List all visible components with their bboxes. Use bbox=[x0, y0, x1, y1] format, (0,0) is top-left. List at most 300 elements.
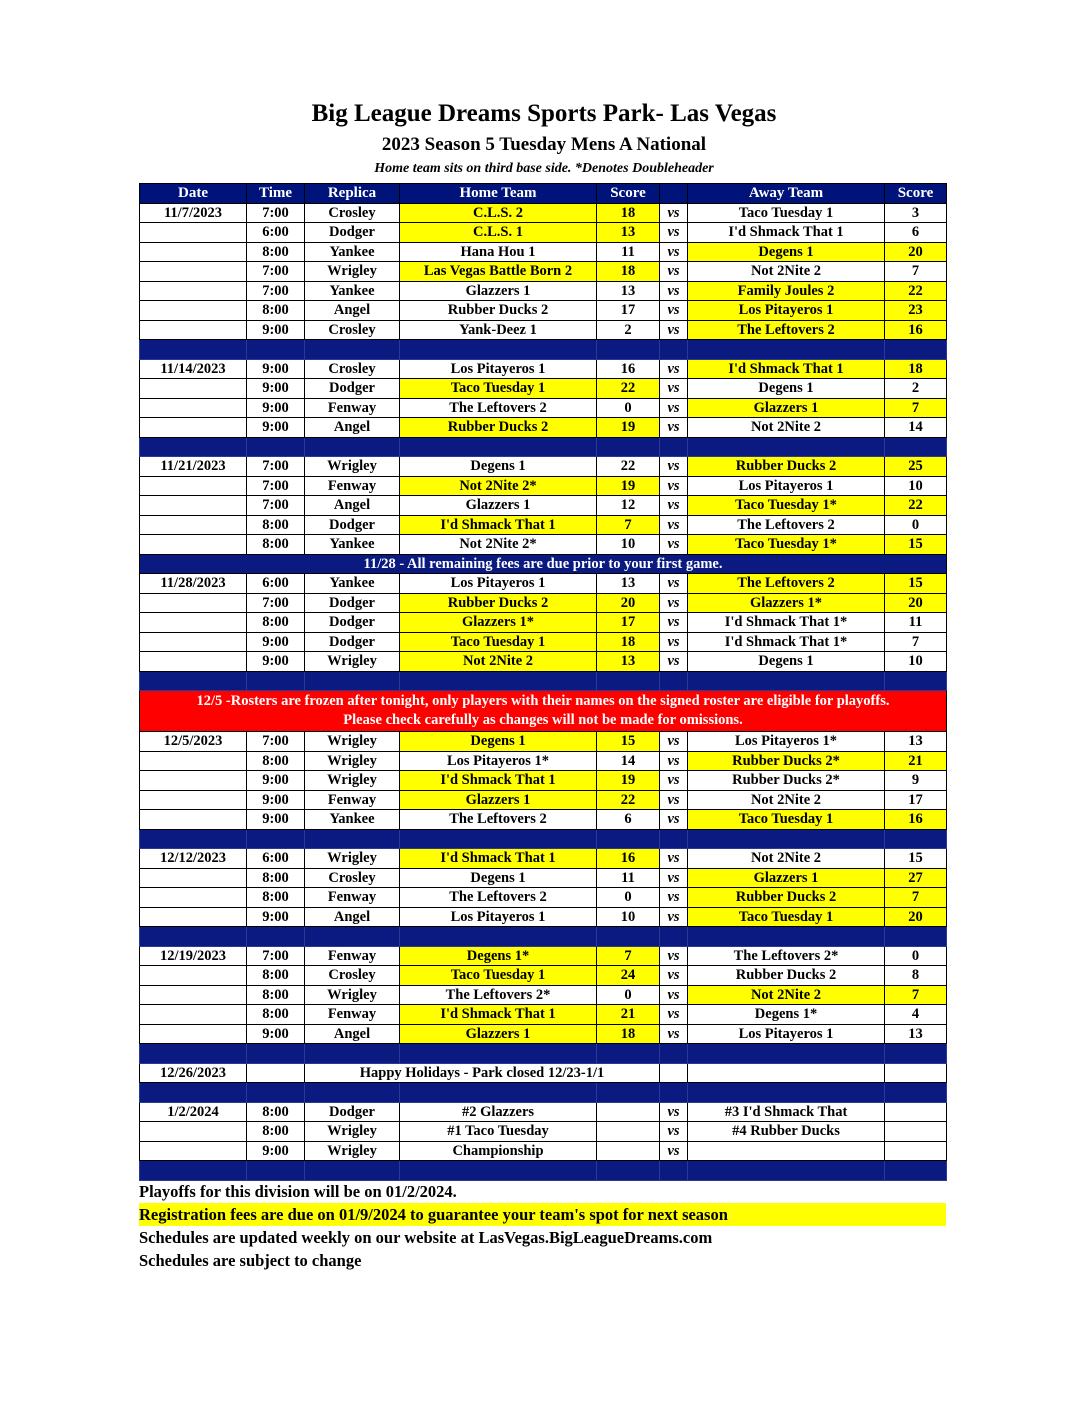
date-cell bbox=[140, 1122, 247, 1142]
home-team-cell: Taco Tuesday 1 bbox=[400, 966, 597, 986]
header-away-score: Score bbox=[885, 184, 947, 204]
week-separator bbox=[140, 437, 947, 457]
replica-cell: Wrigley bbox=[305, 751, 400, 771]
home-team-cell: C.L.S. 2 bbox=[400, 203, 597, 223]
separator-cell bbox=[597, 1161, 660, 1181]
time-cell: 6:00 bbox=[247, 849, 305, 869]
replica-cell: Dodger bbox=[305, 223, 400, 243]
separator-cell bbox=[400, 340, 597, 360]
home-score-cell: 10 bbox=[597, 535, 660, 555]
home-team-cell: Yank-Deez 1 bbox=[400, 320, 597, 340]
time-cell: 8:00 bbox=[247, 613, 305, 633]
away-team-cell: Glazzers 1 bbox=[688, 868, 885, 888]
away-team-cell: The Leftovers 2 bbox=[688, 515, 885, 535]
separator-cell bbox=[597, 927, 660, 947]
table-row bbox=[140, 496, 947, 516]
away-score-cell: 16 bbox=[885, 810, 947, 830]
vs-cell: vs bbox=[660, 457, 688, 477]
vs-cell: vs bbox=[660, 593, 688, 613]
roster-alert-row bbox=[140, 691, 947, 732]
table-row bbox=[140, 301, 947, 321]
home-score-cell: 22 bbox=[597, 790, 660, 810]
replica-cell: Fenway bbox=[305, 476, 400, 496]
date-cell bbox=[140, 613, 247, 633]
home-team-cell: I'd Shmack That 1 bbox=[400, 515, 597, 535]
time-cell: 7:00 bbox=[247, 262, 305, 282]
away-team-cell: Taco Tuesday 1* bbox=[688, 496, 885, 516]
home-score-cell: 19 bbox=[597, 476, 660, 496]
time-cell: 7:00 bbox=[247, 281, 305, 301]
week-separator bbox=[140, 927, 947, 947]
away-team-cell: #3 I'd Shmack That bbox=[688, 1102, 885, 1122]
separator-cell bbox=[247, 1044, 305, 1064]
separator-cell bbox=[597, 437, 660, 457]
table-row bbox=[140, 810, 947, 830]
home-score-cell bbox=[597, 1122, 660, 1142]
home-team-cell: Rubber Ducks 2 bbox=[400, 593, 597, 613]
home-score-cell: 17 bbox=[597, 301, 660, 321]
separator-cell bbox=[660, 1044, 688, 1064]
replica-cell: Angel bbox=[305, 418, 400, 438]
away-team-cell: I'd Shmack That 1 bbox=[688, 223, 885, 243]
separator-cell bbox=[305, 927, 400, 947]
date-cell bbox=[140, 320, 247, 340]
date-cell bbox=[140, 281, 247, 301]
date-cell bbox=[140, 888, 247, 908]
separator-cell bbox=[885, 927, 947, 947]
time-cell: 6:00 bbox=[247, 574, 305, 594]
away-team-cell: Degens 1 bbox=[688, 652, 885, 672]
home-team-cell: Not 2Nite 2* bbox=[400, 535, 597, 555]
separator-cell bbox=[247, 927, 305, 947]
replica-cell: Dodger bbox=[305, 593, 400, 613]
replica-cell: Crosley bbox=[305, 868, 400, 888]
home-score-cell: 21 bbox=[597, 1005, 660, 1025]
table-row bbox=[140, 966, 947, 986]
separator-cell bbox=[400, 829, 597, 849]
table-row bbox=[140, 613, 947, 633]
home-score-cell bbox=[597, 1102, 660, 1122]
replica-cell: Fenway bbox=[305, 946, 400, 966]
away-team-cell: I'd Shmack That 1 bbox=[688, 359, 885, 379]
away-score-cell: 15 bbox=[885, 535, 947, 555]
separator-cell bbox=[688, 671, 885, 691]
vs-cell: vs bbox=[660, 790, 688, 810]
away-score-cell: 8 bbox=[885, 966, 947, 986]
vs-cell: vs bbox=[660, 476, 688, 496]
away-score-cell bbox=[885, 1122, 947, 1142]
home-team-cell: The Leftovers 2 bbox=[400, 810, 597, 830]
schedule-body bbox=[140, 184, 947, 1181]
home-score-cell: 22 bbox=[597, 379, 660, 399]
away-score-cell: 0 bbox=[885, 946, 947, 966]
away-team-cell: The Leftovers 2 bbox=[688, 574, 885, 594]
separator-cell bbox=[400, 437, 597, 457]
away-score-cell: 23 bbox=[885, 301, 947, 321]
away-score-cell: 2 bbox=[885, 379, 947, 399]
away-score-cell: 7 bbox=[885, 985, 947, 1005]
separator-cell bbox=[688, 340, 885, 360]
home-team-cell: Glazzers 1 bbox=[400, 790, 597, 810]
away-score-cell: 13 bbox=[885, 1024, 947, 1044]
replica-cell: Fenway bbox=[305, 790, 400, 810]
separator-cell bbox=[247, 1083, 305, 1103]
home-team-cell: I'd Shmack That 1 bbox=[400, 849, 597, 869]
replica-cell: Fenway bbox=[305, 398, 400, 418]
header-date: Date bbox=[140, 184, 247, 204]
home-team-cell: Degens 1 bbox=[400, 868, 597, 888]
away-team-cell: Taco Tuesday 1* bbox=[688, 535, 885, 555]
home-team-cell: Los Pitayeros 1* bbox=[400, 751, 597, 771]
roster-alert-line2: Please check carefully as changes will not be made for omissions. bbox=[343, 712, 743, 728]
holiday-row bbox=[140, 1063, 947, 1083]
separator-cell bbox=[305, 671, 400, 691]
date-cell: 12/12/2023 bbox=[140, 849, 247, 869]
date-cell: 11/14/2023 bbox=[140, 359, 247, 379]
separator-cell bbox=[660, 829, 688, 849]
away-team-cell: Taco Tuesday 1 bbox=[688, 810, 885, 830]
table-row bbox=[140, 632, 947, 652]
footer-playoffs: Playoffs for this division will be on 01/2/2024. bbox=[139, 1182, 457, 1201]
separator-cell bbox=[247, 437, 305, 457]
home-score-cell: 18 bbox=[597, 203, 660, 223]
separator-cell bbox=[140, 927, 247, 947]
vs-cell: vs bbox=[660, 1102, 688, 1122]
home-score-cell: 16 bbox=[597, 359, 660, 379]
table-row bbox=[140, 515, 947, 535]
time-cell: 7:00 bbox=[247, 476, 305, 496]
week-separator bbox=[140, 1044, 947, 1064]
time-cell: 8:00 bbox=[247, 966, 305, 986]
table-row bbox=[140, 868, 947, 888]
date-cell bbox=[140, 515, 247, 535]
away-team-cell: Not 2Nite 2 bbox=[688, 849, 885, 869]
vs-cell: vs bbox=[660, 242, 688, 262]
vs-cell: vs bbox=[660, 301, 688, 321]
separator-cell bbox=[305, 437, 400, 457]
away-team-cell: Glazzers 1 bbox=[688, 398, 885, 418]
table-row bbox=[140, 262, 947, 282]
home-score-cell: 18 bbox=[597, 1024, 660, 1044]
week-separator bbox=[140, 671, 947, 691]
time-cell: 9:00 bbox=[247, 418, 305, 438]
table-row bbox=[140, 535, 947, 555]
separator-cell bbox=[305, 829, 400, 849]
home-team-cell: Degens 1 bbox=[400, 457, 597, 477]
replica-cell: Dodger bbox=[305, 613, 400, 633]
time-cell: 9:00 bbox=[247, 632, 305, 652]
vs-cell: vs bbox=[660, 771, 688, 791]
vs-cell: vs bbox=[660, 223, 688, 243]
date-cell bbox=[140, 535, 247, 555]
home-score-cell: 7 bbox=[597, 946, 660, 966]
home-team-cell: Los Pitayeros 1 bbox=[400, 359, 597, 379]
replica-cell: Wrigley bbox=[305, 849, 400, 869]
separator-cell bbox=[660, 1161, 688, 1181]
home-score-cell: 15 bbox=[597, 732, 660, 752]
away-team-cell: The Leftovers 2 bbox=[688, 320, 885, 340]
home-team-cell: The Leftovers 2 bbox=[400, 888, 597, 908]
separator-cell bbox=[885, 1044, 947, 1064]
date-cell bbox=[140, 652, 247, 672]
table-row bbox=[140, 457, 947, 477]
schedule-table bbox=[139, 183, 947, 1181]
footer-disclaimer: Schedules are subject to change bbox=[139, 1251, 362, 1270]
footer-registration: Registration fees are due on 01/9/2024 to guarantee your team's spot for next season bbox=[139, 1203, 946, 1226]
away-team-cell: Glazzers 1* bbox=[688, 593, 885, 613]
separator-cell bbox=[140, 1083, 247, 1103]
table-row bbox=[140, 320, 947, 340]
header-home-team: Home Team bbox=[400, 184, 597, 204]
separator-cell bbox=[660, 437, 688, 457]
separator-cell bbox=[247, 1161, 305, 1181]
away-score-cell: 20 bbox=[885, 593, 947, 613]
away-team-cell: I'd Shmack That 1* bbox=[688, 613, 885, 633]
home-score-cell: 2 bbox=[597, 320, 660, 340]
away-team-cell: Rubber Ducks 2* bbox=[688, 751, 885, 771]
date-cell bbox=[140, 1005, 247, 1025]
table-row bbox=[140, 888, 947, 908]
time-cell: 9:00 bbox=[247, 907, 305, 927]
time-cell: 8:00 bbox=[247, 1102, 305, 1122]
separator-cell bbox=[885, 1161, 947, 1181]
table-row bbox=[140, 849, 947, 869]
home-score-cell: 18 bbox=[597, 632, 660, 652]
away-team-cell: Not 2Nite 2 bbox=[688, 790, 885, 810]
away-score-cell: 10 bbox=[885, 476, 947, 496]
vs-cell: vs bbox=[660, 888, 688, 908]
home-score-cell bbox=[597, 1141, 660, 1161]
date-cell: 1/2/2024 bbox=[140, 1102, 247, 1122]
home-score-cell: 13 bbox=[597, 652, 660, 672]
away-team-cell: #4 Rubber Ducks bbox=[688, 1122, 885, 1142]
table-row bbox=[140, 946, 947, 966]
date-cell bbox=[140, 223, 247, 243]
vs-cell: vs bbox=[660, 418, 688, 438]
away-score-cell: 7 bbox=[885, 262, 947, 282]
away-score-cell: 21 bbox=[885, 751, 947, 771]
away-score-cell: 17 bbox=[885, 790, 947, 810]
replica-cell: Yankee bbox=[305, 810, 400, 830]
home-team-cell: Taco Tuesday 1 bbox=[400, 632, 597, 652]
table-row bbox=[140, 242, 947, 262]
replica-cell: Angel bbox=[305, 1024, 400, 1044]
footer-website: Schedules are updated weekly on our website at LasVegas.BigLeagueDreams.com bbox=[139, 1228, 713, 1247]
separator-cell bbox=[305, 1044, 400, 1064]
date-cell bbox=[140, 985, 247, 1005]
separator-cell bbox=[688, 1044, 885, 1064]
time-cell: 7:00 bbox=[247, 946, 305, 966]
home-score-cell: 11 bbox=[597, 242, 660, 262]
header-away-team: Away Team bbox=[688, 184, 885, 204]
date-cell bbox=[140, 398, 247, 418]
away-team-cell: Taco Tuesday 1 bbox=[688, 203, 885, 223]
separator-cell bbox=[400, 1044, 597, 1064]
time-cell: 9:00 bbox=[247, 652, 305, 672]
page-subtitle: 2023 Season 5 Tuesday Mens A National bbox=[381, 134, 707, 155]
home-team-cell: Los Pitayeros 1 bbox=[400, 574, 597, 594]
home-team-cell: I'd Shmack That 1 bbox=[400, 1005, 597, 1025]
separator-cell bbox=[688, 927, 885, 947]
time-cell: 8:00 bbox=[247, 985, 305, 1005]
vs-cell: vs bbox=[660, 849, 688, 869]
away-team-cell: Rubber Ducks 2 bbox=[688, 966, 885, 986]
time-cell: 8:00 bbox=[247, 1005, 305, 1025]
home-score-cell: 19 bbox=[597, 771, 660, 791]
vs-cell: vs bbox=[660, 398, 688, 418]
separator-cell bbox=[885, 437, 947, 457]
home-score-cell: 17 bbox=[597, 613, 660, 633]
separator-cell bbox=[885, 829, 947, 849]
replica-cell: Dodger bbox=[305, 1102, 400, 1122]
home-score-cell: 22 bbox=[597, 457, 660, 477]
header-replica: Replica bbox=[305, 184, 400, 204]
away-score-cell bbox=[885, 1141, 947, 1161]
time-cell: 6:00 bbox=[247, 223, 305, 243]
time-cell: 8:00 bbox=[247, 301, 305, 321]
away-team-cell: Degens 1 bbox=[688, 379, 885, 399]
date-cell bbox=[140, 632, 247, 652]
table-row bbox=[140, 379, 947, 399]
away-team-cell: Degens 1 bbox=[688, 242, 885, 262]
date-cell: 11/7/2023 bbox=[140, 203, 247, 223]
away-score-cell: 18 bbox=[885, 359, 947, 379]
time-cell: 7:00 bbox=[247, 457, 305, 477]
vs-cell: vs bbox=[660, 1005, 688, 1025]
time-cell: 8:00 bbox=[247, 535, 305, 555]
vs-cell: vs bbox=[660, 868, 688, 888]
home-score-cell: 13 bbox=[597, 574, 660, 594]
table-row bbox=[140, 751, 947, 771]
home-score-cell: 13 bbox=[597, 281, 660, 301]
home-score-cell: 19 bbox=[597, 418, 660, 438]
separator-cell bbox=[247, 671, 305, 691]
table-row bbox=[140, 281, 947, 301]
away-team-cell: Los Pitayeros 1 bbox=[688, 1024, 885, 1044]
holiday-message: Happy Holidays - Park closed 12/23-1/1 bbox=[305, 1063, 660, 1083]
table-row bbox=[140, 652, 947, 672]
date-cell bbox=[140, 242, 247, 262]
home-score-cell: 20 bbox=[597, 593, 660, 613]
separator-cell bbox=[885, 1083, 947, 1103]
replica-cell: Angel bbox=[305, 301, 400, 321]
home-score-cell: 6 bbox=[597, 810, 660, 830]
time-cell: 9:00 bbox=[247, 1024, 305, 1044]
away-team-cell: The Leftovers 2* bbox=[688, 946, 885, 966]
table-header bbox=[140, 184, 947, 204]
replica-cell: Yankee bbox=[305, 281, 400, 301]
table-row bbox=[140, 398, 947, 418]
home-team-cell: Taco Tuesday 1 bbox=[400, 379, 597, 399]
vs-cell: vs bbox=[660, 907, 688, 927]
separator-cell bbox=[597, 1083, 660, 1103]
home-team-cell: #1 Taco Tuesday bbox=[400, 1122, 597, 1142]
date-cell: 12/19/2023 bbox=[140, 946, 247, 966]
vs-cell: vs bbox=[660, 515, 688, 535]
away-score-cell bbox=[885, 1102, 947, 1122]
away-score-cell: 11 bbox=[885, 613, 947, 633]
separator-cell bbox=[688, 829, 885, 849]
away-score-cell: 4 bbox=[885, 1005, 947, 1025]
replica-cell: Crosley bbox=[305, 966, 400, 986]
separator-cell bbox=[660, 927, 688, 947]
table-row bbox=[140, 359, 947, 379]
time-cell: 9:00 bbox=[247, 398, 305, 418]
home-team-cell: Glazzers 1* bbox=[400, 613, 597, 633]
date-cell bbox=[140, 771, 247, 791]
fees-notice-row bbox=[140, 554, 947, 574]
away-team-cell: Los Pitayeros 1 bbox=[688, 301, 885, 321]
date-cell bbox=[140, 810, 247, 830]
replica-cell: Fenway bbox=[305, 888, 400, 908]
table-row bbox=[140, 203, 947, 223]
replica-cell: Dodger bbox=[305, 632, 400, 652]
date-cell bbox=[140, 868, 247, 888]
away-score-cell: 20 bbox=[885, 242, 947, 262]
replica-cell: Wrigley bbox=[305, 732, 400, 752]
home-team-cell: I'd Shmack That 1 bbox=[400, 771, 597, 791]
roster-alert-line1: 12/5 -Rosters are frozen after tonight, only players with their names on the signed roster are eligible for playoffs. bbox=[196, 693, 890, 709]
separator-cell bbox=[660, 671, 688, 691]
separator-cell bbox=[247, 829, 305, 849]
time-cell: 9:00 bbox=[247, 379, 305, 399]
replica-cell: Crosley bbox=[305, 320, 400, 340]
date-cell bbox=[140, 418, 247, 438]
replica-cell: Dodger bbox=[305, 379, 400, 399]
away-team-cell: Rubber Ducks 2 bbox=[688, 457, 885, 477]
table-row bbox=[140, 1102, 947, 1122]
time-cell: 8:00 bbox=[247, 751, 305, 771]
separator-cell bbox=[597, 340, 660, 360]
separator-cell bbox=[597, 671, 660, 691]
replica-cell: Wrigley bbox=[305, 457, 400, 477]
home-score-cell: 10 bbox=[597, 907, 660, 927]
home-team-cell: Degens 1* bbox=[400, 946, 597, 966]
separator-cell bbox=[140, 671, 247, 691]
date-cell bbox=[140, 790, 247, 810]
time-cell: 8:00 bbox=[247, 242, 305, 262]
week-separator bbox=[140, 1083, 947, 1103]
home-team-cell: Rubber Ducks 2 bbox=[400, 301, 597, 321]
table-row bbox=[140, 907, 947, 927]
roster-alert bbox=[140, 691, 947, 732]
home-score-cell: 16 bbox=[597, 849, 660, 869]
separator-cell bbox=[688, 1161, 885, 1181]
vs-cell: vs bbox=[660, 359, 688, 379]
home-score-cell: 18 bbox=[597, 262, 660, 282]
replica-cell: Wrigley bbox=[305, 985, 400, 1005]
away-team-cell bbox=[688, 1063, 885, 1083]
header-home-score: Score bbox=[597, 184, 660, 204]
home-team-cell: Not 2Nite 2 bbox=[400, 652, 597, 672]
table-row bbox=[140, 476, 947, 496]
away-score-cell: 22 bbox=[885, 281, 947, 301]
away-score-cell: 7 bbox=[885, 888, 947, 908]
away-team-cell: Not 2Nite 2 bbox=[688, 985, 885, 1005]
replica-cell: Yankee bbox=[305, 535, 400, 555]
home-score-cell: 0 bbox=[597, 888, 660, 908]
vs-cell: vs bbox=[660, 281, 688, 301]
vs-cell: vs bbox=[660, 320, 688, 340]
home-team-cell: Hana Hou 1 bbox=[400, 242, 597, 262]
vs-cell: vs bbox=[660, 1141, 688, 1161]
home-team-cell: Los Pitayeros 1 bbox=[400, 907, 597, 927]
away-score-cell: 6 bbox=[885, 223, 947, 243]
time-cell: 7:00 bbox=[247, 496, 305, 516]
vs-cell: vs bbox=[660, 966, 688, 986]
vs-cell bbox=[660, 1063, 688, 1083]
table-row bbox=[140, 1005, 947, 1025]
